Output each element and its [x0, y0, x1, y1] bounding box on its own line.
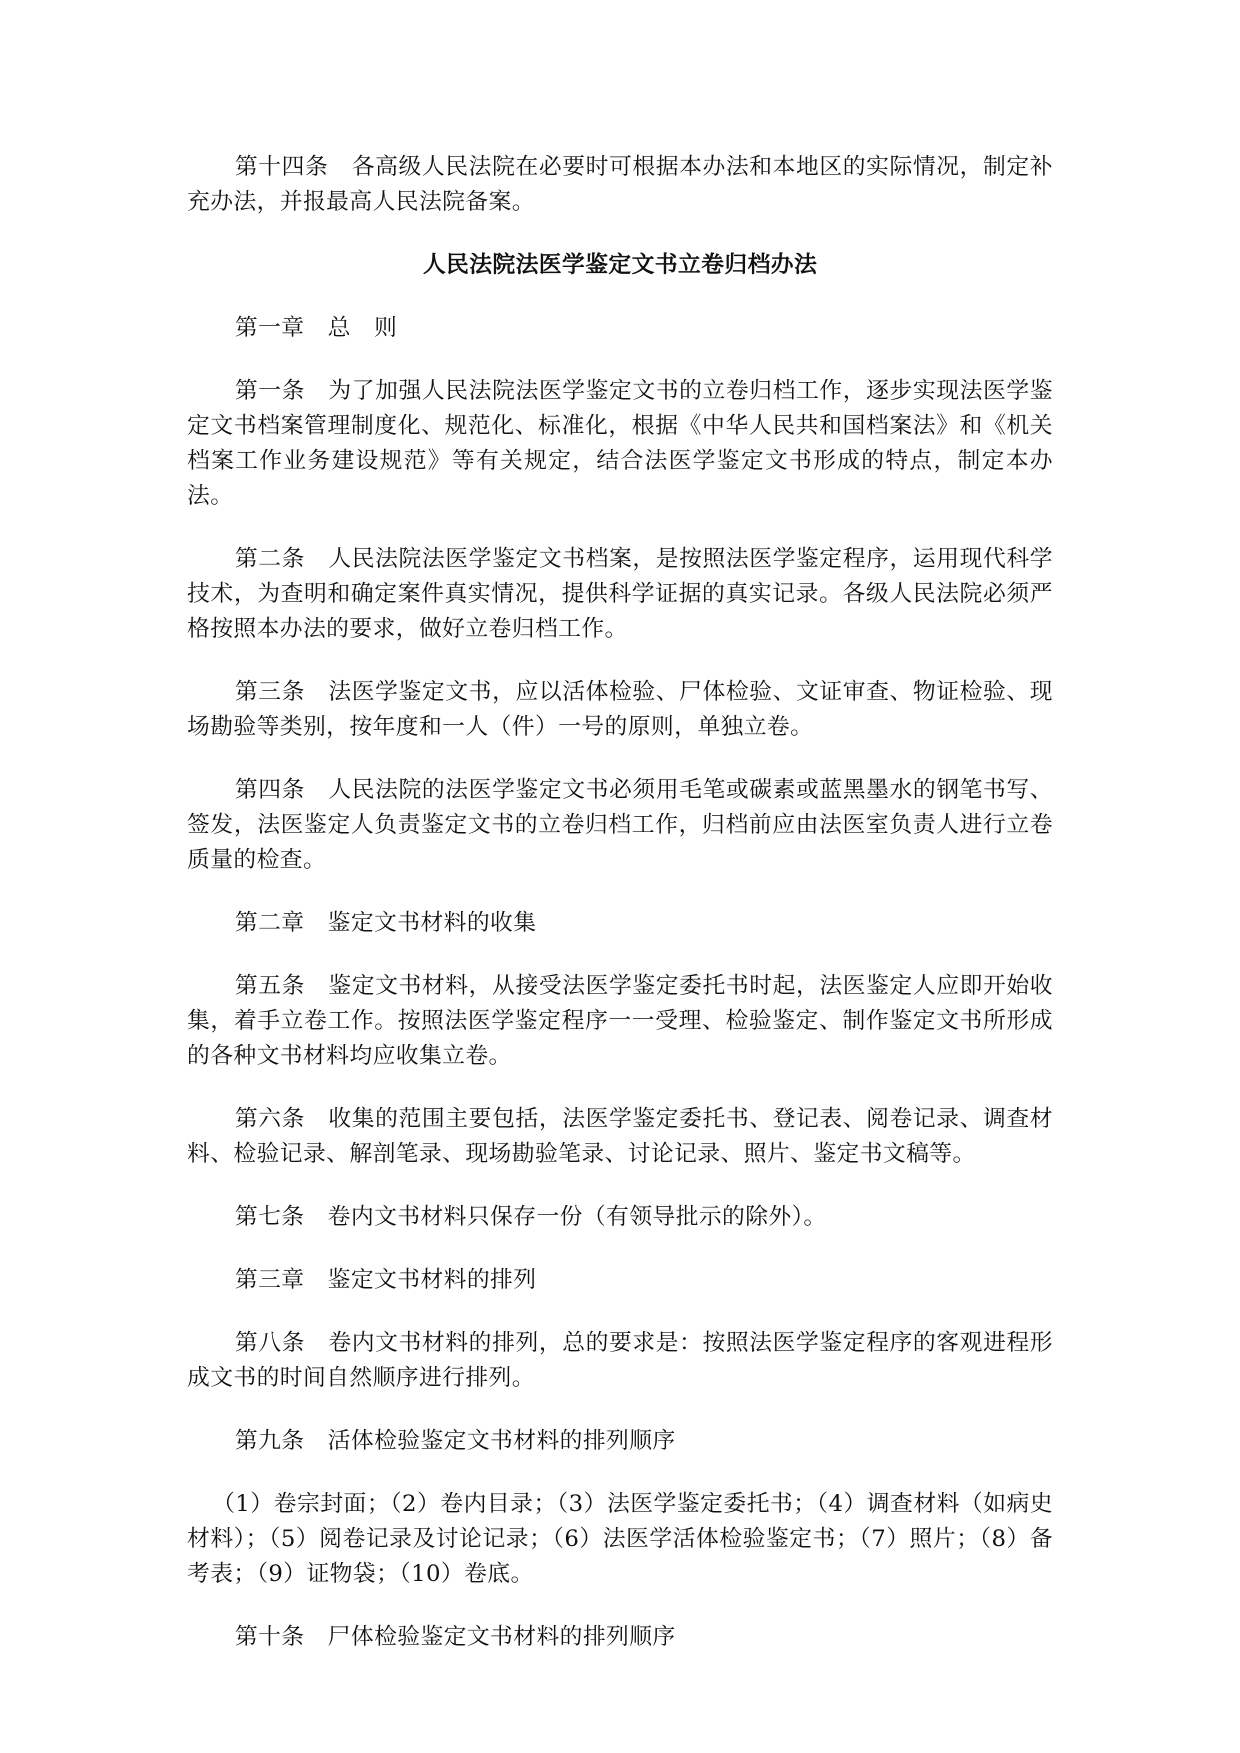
article-text: 尸体检验鉴定文书材料的排列顺序: [327, 1624, 676, 1650]
article-text: 法医学鉴定文书，应以活体检验、尸体检验、文证审查、物证检验、现场勘验等类别，按年度和一人（件）一号的原则，单独立卷。: [187, 679, 1053, 740]
article-text: 为了加强人民法院法医学鉴定文书的立卷归档工作，逐步实现法医学鉴定文书档案管理制度化、规范化、标准化，根据《中华人民共和国档案法》和《机关档案工作业务建设规范》等有关规定，结合法医学鉴定文书形成的特点，制定本办法。: [187, 378, 1053, 509]
article-number: 第七条: [234, 1204, 328, 1230]
article-9: [187, 1424, 1053, 1459]
article-10: [187, 1620, 1053, 1655]
article-number: 第五条: [234, 973, 329, 999]
article-number: 第十条: [234, 1624, 328, 1650]
article-number: 第二条: [234, 546, 329, 572]
article-number: 第三条: [234, 679, 329, 705]
article-text: 卷内文书材料只保存一份（有领导批示的除外）。: [327, 1204, 827, 1230]
article-8: [187, 1326, 1053, 1396]
article-5: [187, 969, 1053, 1074]
article-2: [187, 542, 1053, 647]
document-body: [187, 150, 1053, 1655]
article-text: 活体检验鉴定文书材料的排列顺序: [327, 1428, 676, 1454]
chapter-heading-1: 第一章 总 则: [234, 315, 398, 341]
article-1: [187, 374, 1053, 514]
chapter-heading-3: 第三章 鉴定文书材料的排列: [234, 1267, 537, 1293]
article-4: [187, 773, 1053, 878]
article-9-list: （1）卷宗封面；（2）卷内目录；（3）法医学鉴定委托书；（4）调查材料（如病史材料）；（5）阅卷记录及讨论记录；（6）法医学活体检验鉴定书；（7）照片；（8）备考表；（9）证物袋；（10）卷底。: [187, 1491, 1053, 1587]
article-number: 第四条: [234, 777, 329, 803]
article-number: 第八条: [234, 1330, 329, 1356]
article-number: 第一条: [234, 378, 329, 404]
article-number: 第六条: [234, 1106, 329, 1132]
article-7: [187, 1200, 1053, 1235]
article-14: [187, 150, 1053, 220]
document-title: 人民法院法医学鉴定文书立卷归档办法: [422, 252, 818, 278]
article-number: 第九条: [234, 1428, 328, 1454]
article-text: 收集的范围主要包括，法医学鉴定委托书、登记表、阅卷记录、调查材料、检验记录、解剖笔录、现场勘验笔录、讨论记录、照片、鉴定书文稿等。: [187, 1106, 1053, 1167]
article-3: [187, 675, 1053, 745]
article-number: 第十四条: [234, 154, 352, 180]
article-text: 卷内文书材料的排列，总的要求是：按照法医学鉴定程序的客观进程形成文书的时间自然顺序进行排列。: [187, 1330, 1053, 1391]
article-text: 人民法院的法医学鉴定文书必须用毛笔或碳素或蓝黑墨水的钢笔书写、签发，法医鉴定人负责鉴定文书的立卷归档工作，归档前应由法医室负责人进行立卷质量的检查。: [187, 777, 1053, 873]
chapter-heading-2: 第二章 鉴定文书材料的收集: [234, 910, 537, 936]
article-text: 人民法院法医学鉴定文书档案，是按照法医学鉴定程序，运用现代科学技术，为查明和确定案件真实情况，提供科学证据的真实记录。各级人民法院必须严格按照本办法的要求，做好立卷归档工作。: [187, 546, 1053, 642]
article-6: [187, 1102, 1053, 1172]
article-text: 各高级人民法院在必要时可根据本办法和本地区的实际情况，制定补充办法，并报最高人民法院备案。: [187, 154, 1054, 215]
article-text: 鉴定文书材料，从接受法医学鉴定委托书时起，法医鉴定人应即开始收集，着手立卷工作。按照法医学鉴定程序一一受理、检验鉴定、制作鉴定文书所形成的各种文书材料均应收集立卷。: [187, 973, 1053, 1069]
